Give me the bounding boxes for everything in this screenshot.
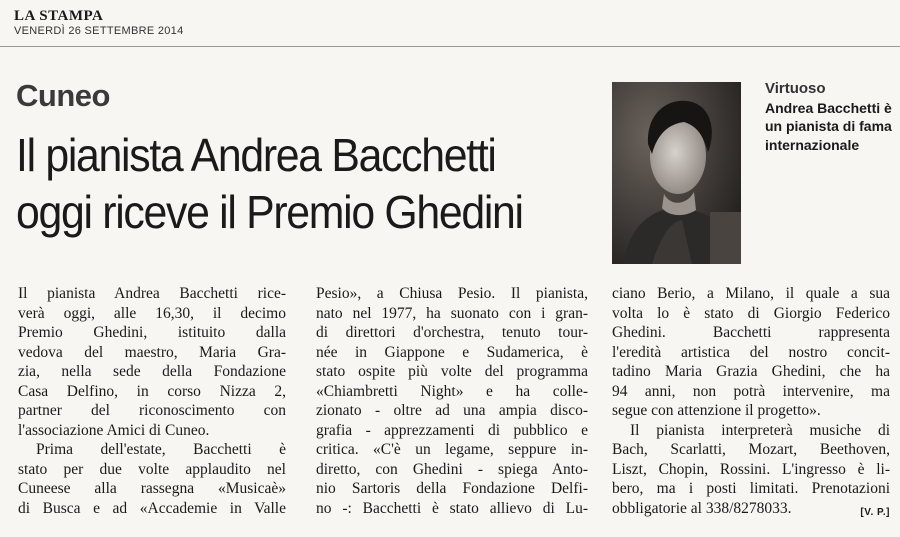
article-column-2 [316,284,588,518]
body-line-last [612,499,890,519]
body-line: di direttori d'orchestra, tenuto tour- [316,324,588,341]
body-line: bero, ma i posti limitati. Prenotazioni [612,480,890,497]
body-line: Bach, Scarlatti, Mozart, Beethoven, [612,441,890,458]
body-line: stato per due volte applaudito nel [18,460,286,478]
body-line: l'eredità artistica del nostro concit- [612,343,890,361]
article-headline [16,127,565,241]
masthead [14,8,184,38]
body-line: zia, nella sede della Fondazione [18,363,286,380]
body-line-text: obbligatorie al 338/8278033. [612,499,792,517]
section-title: Cuneo [16,78,110,113]
body-line: critica. «C'è un legame, seppure in- [316,441,588,458]
body-line: verà oggi, alle 16,30, il decimo [18,304,286,322]
body-line: 94 anni, non potrà intervenire, ma [612,382,890,400]
body-line: Il pianista Andrea Bacchetti rice- [18,285,286,302]
body-line: segue con attenzione il progetto». [612,402,821,419]
body-line: «Chiambretti Night» e ha colle- [316,382,588,400]
headline-line: Il pianista Andrea Bacchetti [16,129,496,181]
body-line: Pesio», a Chiusa Pesio. Il pianista, [316,285,588,302]
newspaper-name: LA STAMPA [14,8,104,24]
pianist-photo [612,82,741,264]
body-line: l'associazione Amici di Cuneo. [18,421,210,439]
headline-line: oggi riceve il Premio Ghedini [16,186,523,238]
body-line: Il pianista interpreterà musiche di [630,421,890,439]
masthead-divider [0,46,900,47]
body-line: vedova del maestro, Maria Gra- [18,343,286,361]
body-line: partner del riconoscimento con [18,402,286,419]
body-line: diretto, con Ghedini - spiega Anto- [316,460,588,478]
body-line: tadino Maria Grazia Ghedini, che ha [612,363,890,380]
body-line: grafia - apprezzamenti di pubblico e [316,421,588,439]
body-line: Cuneese alla rassegna «Musicaè» [18,480,286,497]
photo-caption [765,80,895,154]
body-line: Premio Ghedini, istituito dalla [18,324,286,341]
body-line: Liszt, Chopin, Rossini. L'ingresso è li- [612,460,890,478]
body-line: nio Sartoris della Fondazione Delfi- [316,480,588,497]
body-line: née in Giappone e Sudamerica, è [316,343,588,361]
body-line: zionato - oltre ad una ampia disco- [316,402,588,419]
body-line: Casa Delfino, in corso Nizza 2, [18,382,286,400]
article-column-1 [18,284,286,518]
caption-kicker: Virtuoso [765,80,826,97]
body-line: no -: Bacchetti è stato allievo di Lu- [316,499,588,517]
body-line: nato nel 1977, ha suonato con i gran- [316,304,588,322]
body-line: di Busca e ad «Accademie in Valle [18,499,286,517]
body-line: stato ospite più volte del programma [316,363,588,380]
author-signature: [V. P.] [860,506,890,518]
body-line: volta lo è stato di Giorgio Federico [612,304,890,322]
caption-text: Andrea Bacchetti è un pianista di fama internazionale [765,99,892,153]
body-line: Prima dell'estate, Bacchetti è [36,441,286,458]
body-line: ciano Berio, a Milano, il quale a sua [612,285,890,302]
body-line: Ghedini. Bacchetti rappresenta [612,324,890,341]
article-column-3 [612,284,890,522]
issue-date: VENERDÌ 26 SETTEMBRE 2014 [14,25,184,37]
